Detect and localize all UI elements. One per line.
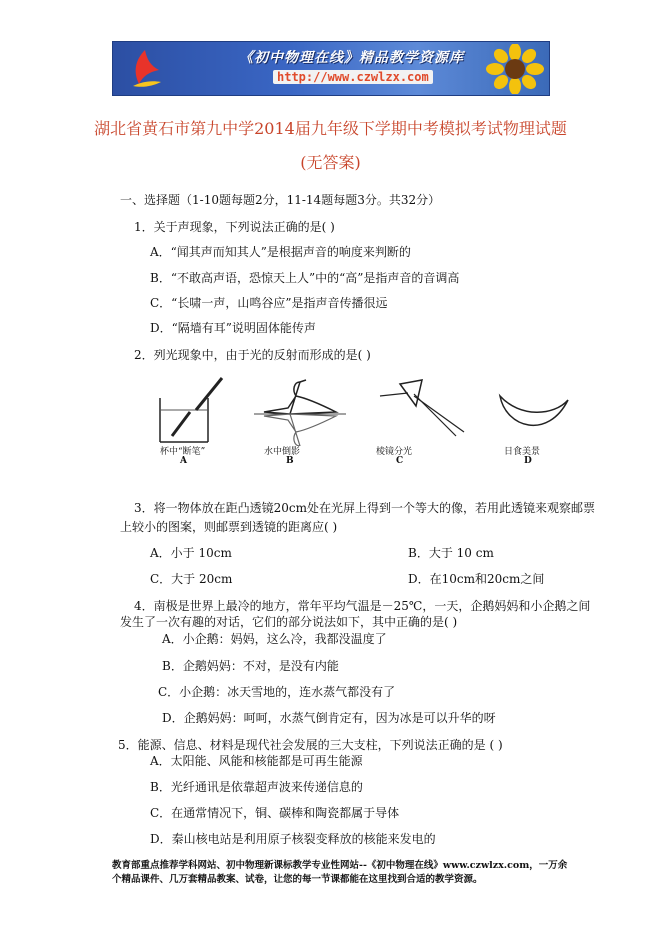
q5-option-c: C．在通常情况下，铜、碳棒和陶瓷都属于导体	[150, 806, 400, 820]
q3-option-a: A．小于 10cm	[150, 546, 232, 560]
figure-b-letter: B	[286, 456, 294, 466]
q4-stem-line1: 4．南极是世界上最冷的地方，常年平均气温是－25℃，一天，企鹅妈妈和小企鹅之间	[134, 599, 591, 613]
cup-pencil-icon	[150, 376, 240, 446]
figure-c-caption: 棱镜分光	[376, 447, 413, 457]
q4-option-c: C．小企鹅：冰天雪地的，连水蒸气都没有了	[158, 685, 396, 699]
q1-option-b: B．“不敢高声语，恐惊天上人”中的“高”是指声音的音调高	[150, 271, 460, 285]
footer-line2: 个精品课件、几万套精品教案、试卷，让您的每一节课都能在这里找到合适的教学资源。	[112, 874, 483, 885]
paper-title: 湖北省黄石市第九中学2014届九年级下学期中考模拟考试物理试题	[94, 119, 567, 138]
q3-option-c: C．大于 20cm	[150, 572, 233, 586]
footer-line1: 教育部重点推荐学科网站、初中物理新课标教学专业性网站--《初中物理在线》www.czwlzx.com，一万余	[112, 860, 568, 871]
q1-option-c: C．“长啸一声，山鸣谷应”是指声音传播很远	[150, 296, 388, 310]
figure-a-letter: A	[180, 456, 187, 466]
q2-stem: 2．列光现象中，由于光的反射而形成的是( )	[134, 348, 371, 362]
q1-option-a: A．“闻其声而知其人”是根据声音的响度来判断的	[150, 245, 411, 259]
q1-option-d: D．“隔墙有耳”说明固体能传声	[150, 321, 316, 335]
q3-option-d: D．在10cm和20cm之间	[408, 572, 545, 586]
figure-b-caption: 水中倒影	[264, 447, 301, 457]
q5-option-a: A．太阳能、风能和核能都是可再生能源	[150, 754, 363, 768]
q3-option-b: B．大于 10 cm	[408, 546, 494, 560]
q5-option-d: D．秦山核电站是利用原子核裂变释放的核能来发电的	[150, 832, 436, 846]
q4-option-a: A．小企鹅：妈妈，这么冷，我都没温度了	[162, 632, 387, 646]
site-banner	[112, 41, 550, 96]
figure-d-caption: 日食美景	[504, 447, 541, 457]
banner-url[interactable]: http://www.czwlzx.com	[273, 70, 433, 84]
paper-subtitle: (无答案)	[300, 153, 361, 172]
section-heading: 一、选择题（1-10题每题2分，11-14题每题3分。共32分）	[120, 193, 441, 207]
q5-stem: 5．能源、信息、材料是现代社会发展的三大支柱，下列说法正确的是 ( )	[118, 738, 503, 752]
bird-reflection-icon	[250, 376, 350, 446]
q3-stem-line1: 3．将一物体放在距凸透镜20cm处在光屏上得到一个等大的像，若用此透镜来观察邮票	[134, 501, 596, 515]
q5-option-b: B．光纤通讯是依靠超声波来传递信息的	[150, 780, 363, 794]
q4-option-b: B．企鹅妈妈：不对，是没有内能	[162, 659, 339, 673]
figure-a-caption: 杯中“断笔”	[160, 447, 206, 457]
figure-c	[360, 376, 470, 468]
sunflower-icon	[485, 44, 545, 94]
prism-icon	[360, 376, 470, 446]
q1-stem: 1．关于声现象，下列说法正确的是( )	[134, 220, 335, 234]
site-logo-icon	[125, 46, 165, 90]
q3-stem-line2: 上较小的图案，则邮票到透镜的距离应( )	[120, 520, 338, 534]
figure-a	[150, 376, 240, 468]
q4-option-d: D．企鹅妈妈：呵呵，水蒸气倒肯定有，因为冰是可以升华的呀	[162, 711, 496, 725]
figure-d	[490, 376, 580, 468]
solar-eclipse-icon	[490, 376, 580, 446]
figure-d-letter: D	[524, 456, 532, 466]
figure-b	[250, 376, 350, 468]
banner-title: 《初中物理在线》精品教学资源库	[239, 50, 464, 66]
figure-c-letter: C	[396, 456, 404, 466]
q4-stem-line2: 发生了一次有趣的对话，它们的部分说法如下，其中正确的是( )	[120, 615, 458, 629]
